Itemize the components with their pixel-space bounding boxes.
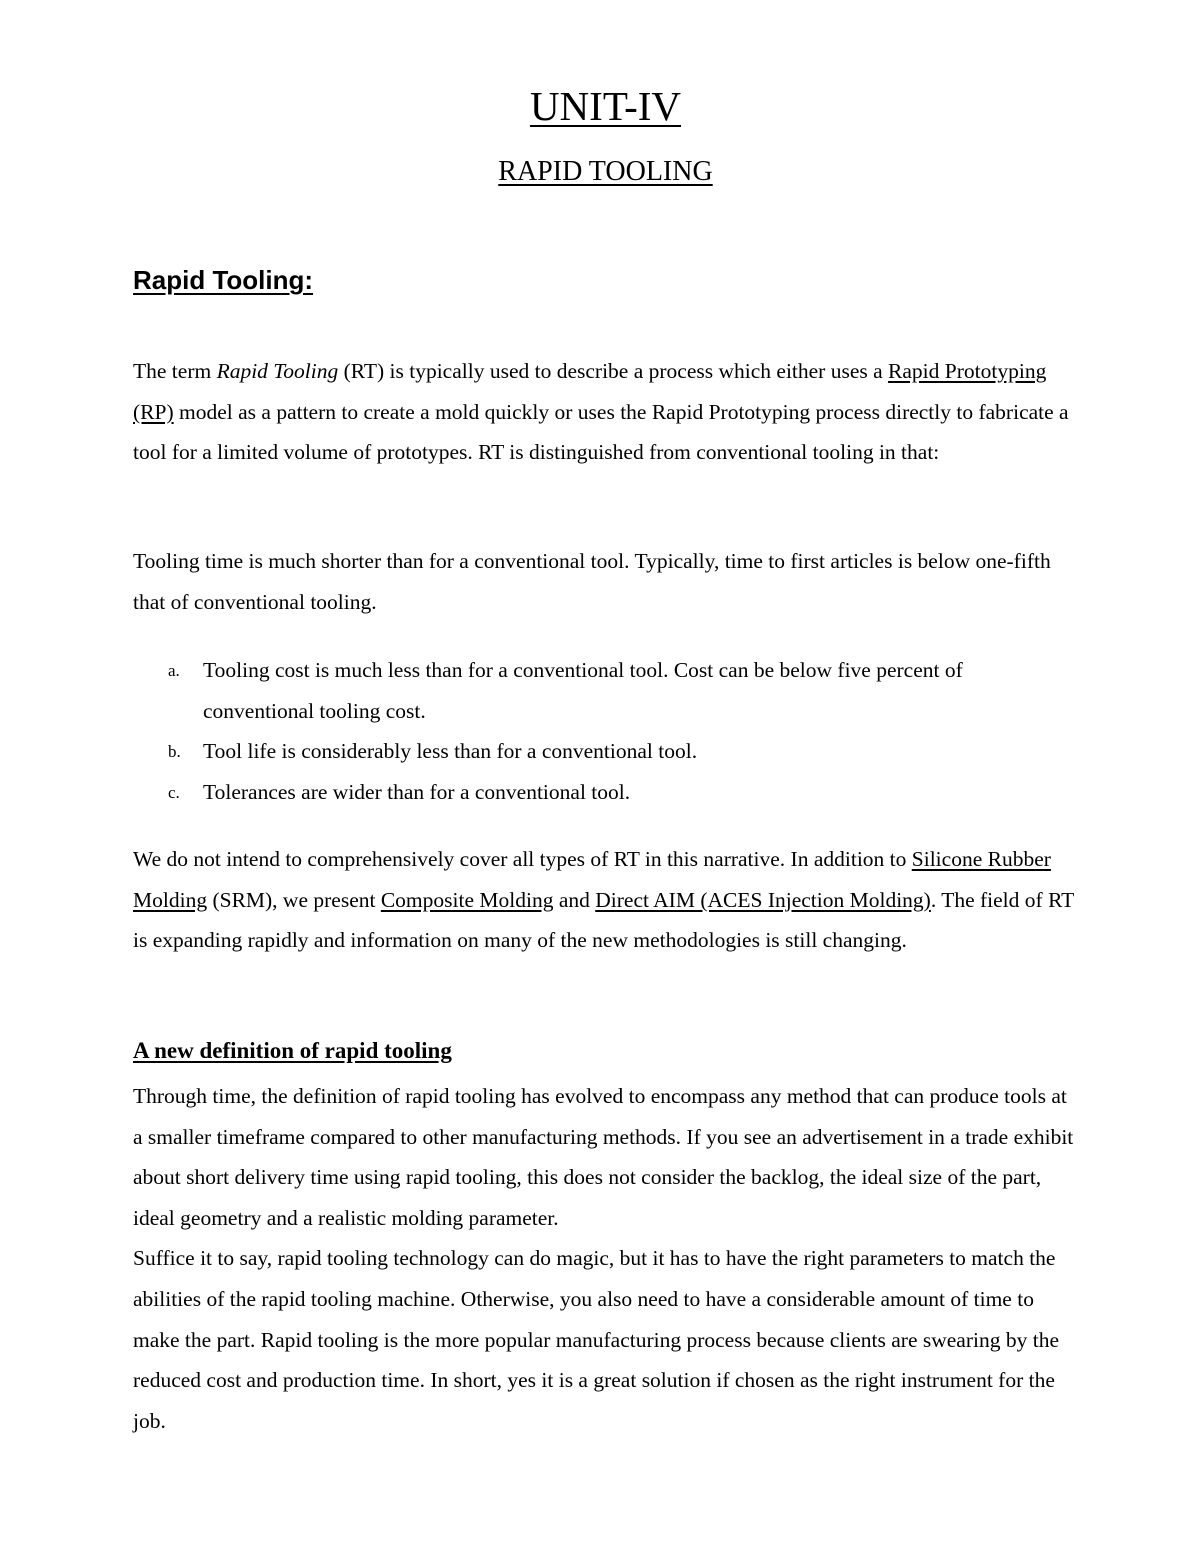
scope-paragraph [133,839,1078,961]
intro-text-2: (RT) is typically used to describe a process which either uses a [338,359,889,383]
direct-aim-link[interactable]: Direct AIM (ACES Injection Molding) [595,887,931,912]
topic-title: RAPID TOOLING [498,156,713,187]
silicone-rubber-molding-link[interactable]: Silicone Rubber Molding [133,847,1051,912]
list-item-text: Tool life is considerably less than for a conventional tool. [203,739,698,764]
section-heading-rapid-tooling: Rapid Tooling: [133,265,314,295]
list-item [133,731,1078,772]
distinction-list [133,650,1078,812]
unit-title: UNIT-IV [529,83,682,129]
intro-paragraph [133,351,1078,473]
rapid-tooling-term: Rapid Tooling [216,359,339,383]
list-marker: c. [168,782,180,802]
definition-paragraph-2: Suffice it to say, rapid tooling technology can do magic, but it has to have the right parameters to match the abilities of the rapid tooling machine. Otherwise, you also need to have a considerable amount of time to make the part. Rapid tooling is the more popular manufacturing process because clients are swearing by the reduced cost and production time. In short, yes it is a great solution if chosen as the right instrument for the job. [133,1246,1059,1433]
list-marker: b. [168,742,181,762]
rapid-prototyping-link[interactable]: Rapid Prototyping (RP) [133,359,1047,424]
list-marker: a. [168,661,180,680]
list-item [133,650,1078,731]
tooling-time-paragraph: Tooling time is much shorter than for a conventional tool. Typically, time to first articles is below one-fifth that of conventional tooling. [133,549,1051,614]
definition-paragraph-1: Through time, the definition of rapid tooling has evolved to encompass any method that can produce tools at a smaller timeframe compared to other manufacturing methods. If you see an advertisement in a trade exhibit about short delivery time using rapid tooling, this does not consider the backlog, the ideal size of the part, ideal geometry and a realistic molding parameter. [133,1084,1074,1230]
composite-molding-link[interactable]: Composite Molding [380,887,554,912]
section-heading-new-definition: A new definition of rapid tooling [133,1038,452,1063]
scope-text-2: (SRM), we present [207,887,381,912]
scope-text-1: We do not intend to comprehensively cover all types of RT in this narrative. In addition to [133,847,912,871]
intro-text-1: The term [133,359,217,383]
list-item-text: Tooling cost is much less than for a conventional tool. Cost can be below five percent of conventional tooling cost. [203,658,963,723]
list-item-text: Tolerances are wider than for a conventional tool. [203,779,631,804]
scope-text-3: and [553,887,596,912]
list-item [133,772,1078,813]
scope-text-4: . The field of RT is expanding rapidly and information on many of the new methodologies is still changing. [133,887,1074,953]
intro-text-3: model as a pattern to create a mold quickly or uses the Rapid Prototyping process directly to fabricate a tool for a limited volume of prototypes. RT is distinguished from conventional tooling in that: [133,399,1069,465]
definition-body [133,1076,1078,1441]
